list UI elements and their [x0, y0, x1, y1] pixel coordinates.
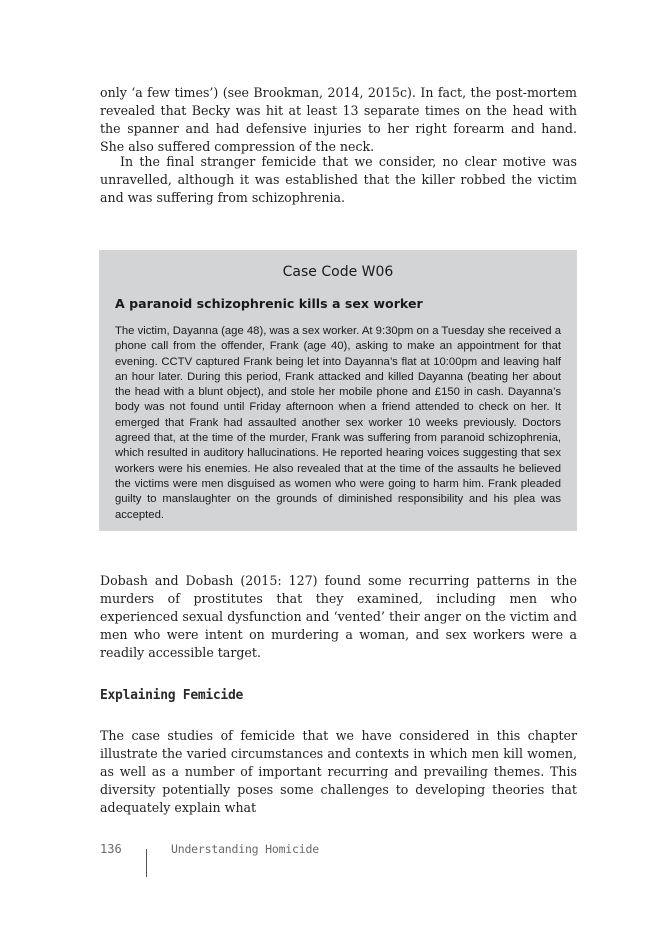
body-paragraph-3: Dobash and Dobash (2015: 127) found some recurring patterns in the murders of prostitutes that they examined, including men who experienced sexual dysfunction and ‘vented’ their anger on the victim and men who were intent on murdering a woman, and sex workers were a readily accessible target.	[100, 573, 577, 660]
running-footer-title: Understanding Homicide	[171, 842, 319, 856]
body-paragraph-4: The case studies of femicide that we have considered in this chapter illustrate the varied circumstances and contexts in which men kill women, as well as a number of important recurring and prevailing themes. This diversity potentially poses some challenges to developing theories that adequately explain what	[100, 728, 577, 815]
footer-divider	[146, 849, 147, 877]
case-code-title: Case Code W06	[282, 264, 394, 280]
section-heading: Explaining Femicide	[100, 688, 244, 703]
body-paragraph-2: In the final stranger femicide that we consider, no clear motive was unravelled, although it was established that the killer robbed the victim and was suffering from schizophrenia.	[100, 154, 577, 205]
case-body-text: The victim, Dayanna (age 48), was a sex worker. At 9:30pm on a Tuesday she received a phone call from the offender, Frank (age 40), asking to make an appointment for that evening. CCTV captured Frank being let into Dayanna’s flat at 10:00pm and leaving half an hour later. During this period, Frank attacked and killed Dayanna (beating her about the head with a blunt object), and stole her mobile phone and £150 in cash. Dayanna’s body was not found until Friday afternoon when a friend attended to check on her. It emerged that Frank had assaulted another sex worker 10 weeks previously. Doctors agreed that, at the time of the murder, Frank was suffering from paranoid schizophrenia, which resulted in auditory hallucinations. He reported hearing voices suggesting that sex workers were his enemies. He also revealed that at the time of the assaults he believed the victims were men disguised as women who were going to harm him. Frank pleaded guilty to manslaughter on the grounds of diminished responsibility and his plea was accepted.	[115, 325, 561, 521]
page-number: 136	[100, 842, 122, 856]
body-paragraph-1: only ‘a few times’) (see Brookman, 2014, 2015c). In fact, the post-mortem revealed that Becky was hit at least 13 separate times on the head with the spanner and had defensive injuries to her right forearm and hand. She also suffered compression of the neck.	[100, 85, 577, 154]
case-subtitle: A paranoid schizophrenic kills a sex worker	[115, 296, 423, 311]
case-study-box	[99, 250, 577, 531]
